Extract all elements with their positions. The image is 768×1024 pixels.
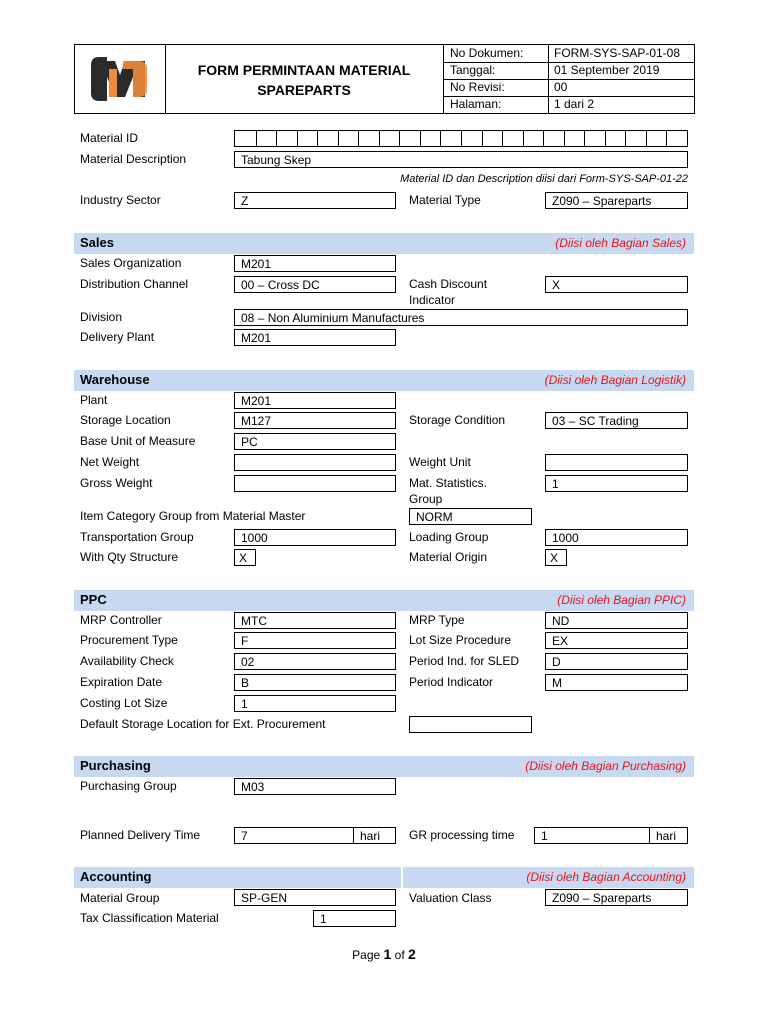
material-id-cell-divider [482, 131, 483, 146]
period-sled-label: Period Ind. for SLED [409, 654, 520, 668]
period-indicator-field[interactable]: M [545, 674, 688, 691]
meta-page-label: Halaman: [450, 97, 502, 111]
industry-sector-field[interactable]: Z [234, 192, 396, 209]
mrp-type-label: MRP Type [409, 613, 465, 627]
delivery-plant-field[interactable]: M201 [234, 329, 396, 346]
item-category-group-label: Item Category Group from Material Master [80, 509, 306, 523]
material-id-cell-divider [564, 131, 565, 146]
planned-delivery-field[interactable]: 7 [234, 827, 354, 844]
material-id-cell-divider [297, 131, 298, 146]
expiration-date-field[interactable]: B [234, 674, 396, 691]
section-accounting [74, 867, 694, 888]
material-id-cell-divider [317, 131, 318, 146]
costing-lot-size-label: Costing Lot Size [80, 696, 168, 710]
period-indicator-label: Period Indicator [409, 675, 494, 689]
footer-of-word: of [394, 948, 405, 962]
sales-org-field[interactable]: M201 [234, 255, 396, 272]
planned-delivery-unit: hari [353, 827, 396, 844]
cash-discount-field[interactable]: X [545, 276, 688, 293]
section-warehouse [74, 370, 694, 391]
material-description-label: Material Description [80, 152, 187, 166]
purchasing-group-field[interactable]: M03 [234, 778, 396, 795]
section-warehouse-note: (Diisi oleh Bagian Logistik) [544, 373, 686, 387]
material-id-cell-divider [358, 131, 359, 146]
net-weight-label: Net Weight [80, 455, 140, 469]
footer-page-word: Page [352, 948, 381, 962]
meta-page-value: 1 dari 2 [554, 97, 595, 111]
material-type-field[interactable]: Z090 – Spareparts [545, 192, 688, 209]
section-purchasing-title: Purchasing [80, 758, 151, 773]
section-warehouse-title: Warehouse [80, 372, 150, 387]
material-id-cell-divider [523, 131, 524, 146]
lot-size-label: Lot Size Procedure [409, 633, 512, 647]
period-sled-field[interactable]: D [545, 653, 688, 670]
material-origin-label: Material Origin [409, 550, 488, 564]
storage-location-label: Storage Location [80, 413, 171, 427]
plant-label: Plant [80, 393, 108, 407]
gross-weight-field[interactable] [234, 475, 396, 492]
section-ppc-note: (Diisi oleh Bagian PPIC) [557, 593, 686, 607]
footer-page-total: 2 [408, 946, 416, 962]
form-title [166, 60, 442, 100]
loading-group-field[interactable]: 1000 [545, 529, 688, 546]
material-group-label: Material Group [80, 891, 160, 905]
storage-condition-field[interactable]: 03 – SC Trading [545, 412, 688, 429]
sales-org-label: Sales Organization [80, 256, 182, 270]
base-uom-field[interactable]: PC [234, 433, 396, 450]
tax-class-field[interactable]: 1 [313, 910, 396, 927]
material-id-cell-divider [666, 131, 667, 146]
transportation-group-label: Transportation Group [80, 530, 194, 544]
company-logo [89, 55, 151, 103]
storage-condition-label: Storage Condition [409, 413, 506, 427]
material-id-cell-divider [399, 131, 400, 146]
weight-unit-field[interactable] [545, 454, 688, 471]
section-sales-note: (Diisi oleh Bagian Sales) [555, 236, 686, 250]
distribution-channel-field[interactable]: 00 – Cross DC [234, 276, 396, 293]
industry-sector-label: Industry Sector [80, 193, 161, 207]
section-accounting-title: Accounting [80, 869, 152, 884]
form-title-line1: FORM PERMINTAAN MATERIAL [197, 62, 411, 78]
material-id-cell-divider [276, 131, 277, 146]
material-id-cell-divider [440, 131, 441, 146]
material-id-cell-divider [420, 131, 421, 146]
meta-date-value: 01 September 2019 [554, 63, 660, 77]
lot-size-field[interactable]: EX [545, 632, 688, 649]
section-purchasing [74, 756, 694, 777]
mrp-controller-field[interactable]: MTC [234, 612, 396, 629]
material-id-cell-divider [543, 131, 544, 146]
mrp-type-field[interactable]: ND [545, 612, 688, 629]
material-id-cell-divider [379, 131, 380, 146]
document-meta-table [444, 45, 694, 113]
form-title-line2: SPAREPARTS [257, 82, 351, 98]
material-id-cell-divider [338, 131, 339, 146]
material-id-cell-divider [256, 131, 257, 146]
section-sales-title: Sales [80, 235, 114, 250]
procurement-type-label: Procurement Type [80, 633, 178, 647]
material-id-note: Material ID dan Description diisi dari Form-SYS-SAP-01-22 [400, 173, 688, 185]
gr-processing-label: GR processing time [409, 828, 515, 842]
storage-location-field[interactable]: M127 [234, 412, 396, 429]
plant-field[interactable]: M201 [234, 392, 396, 409]
cash-discount-label: Cash Discount Indicator [409, 277, 488, 307]
mrp-controller-label: MRP Controller [80, 613, 162, 627]
availability-check-label: Availability Check [80, 654, 174, 668]
footer-page-current: 1 [383, 946, 392, 962]
delivery-plant-label: Delivery Plant [80, 330, 155, 344]
material-id-cell-divider [502, 131, 503, 146]
material-id-cell-divider [461, 131, 462, 146]
default-storage-field[interactable] [409, 716, 532, 733]
costing-lot-size-field[interactable]: 1 [234, 695, 396, 712]
material-description-field[interactable]: Tabung Skep [234, 151, 688, 168]
meta-revision-label: No Revisi: [450, 80, 505, 94]
meta-revision-value: 00 [554, 80, 568, 94]
material-id-field[interactable] [234, 130, 688, 147]
material-id-cell-divider [646, 131, 647, 146]
distribution-channel-label: Distribution Channel [80, 277, 189, 291]
mat-stat-group-field[interactable]: 1 [545, 475, 688, 492]
meta-doc-number-label: No Dokumen: [450, 46, 524, 60]
item-category-group-field[interactable]: NORM [409, 508, 532, 525]
gross-weight-label: Gross Weight [80, 476, 153, 490]
material-id-cell-divider [625, 131, 626, 146]
tax-class-label: Tax Classification Material [80, 911, 219, 925]
valuation-class-field[interactable]: Z090 – Spareparts [545, 889, 688, 906]
valuation-class-label: Valuation Class [409, 891, 492, 905]
section-ppc-title: PPC [80, 592, 107, 607]
expiration-date-label: Expiration Date [80, 675, 163, 689]
meta-date-label: Tanggal: [450, 63, 496, 77]
material-id-cell-divider [584, 131, 585, 146]
document-header [74, 44, 695, 114]
section-accounting-note: (Diisi oleh Bagian Accounting) [526, 870, 686, 884]
weight-unit-label: Weight Unit [409, 455, 471, 469]
base-uom-label: Base Unit of Measure [80, 434, 196, 448]
page-footer [0, 946, 768, 963]
division-field[interactable]: 08 – Non Aluminium Manufactures [234, 309, 688, 326]
planned-delivery-label: Planned Delivery Time [80, 828, 201, 842]
procurement-type-field[interactable]: F [234, 632, 396, 649]
purchasing-group-label: Purchasing Group [80, 779, 177, 793]
qty-structure-label: With Qty Structure [80, 550, 179, 564]
material-group-field[interactable]: SP-GEN [234, 889, 396, 906]
material-origin-checkbox[interactable]: X [545, 549, 567, 566]
gr-processing-field[interactable]: 1 [534, 827, 650, 844]
availability-check-field[interactable]: 02 [234, 653, 396, 670]
qty-structure-checkbox[interactable]: X [234, 549, 256, 566]
material-id-cell-divider [605, 131, 606, 146]
material-id-label: Material ID [80, 131, 139, 145]
meta-doc-number-value: FORM-SYS-SAP-01-08 [554, 46, 681, 60]
default-storage-label: Default Storage Location for Ext. Procurement [80, 717, 326, 731]
material-type-label: Material Type [409, 193, 481, 207]
section-sales [74, 233, 694, 254]
section-ppc [74, 590, 694, 611]
mat-stat-group-label: Mat. Statistics. Group [409, 476, 488, 506]
loading-group-label: Loading Group [409, 530, 489, 544]
gr-processing-unit: hari [649, 827, 688, 844]
net-weight-field[interactable] [234, 454, 396, 471]
division-label: Division [80, 310, 123, 324]
section-purchasing-note: (Diisi oleh Bagian Purchasing) [525, 759, 686, 773]
transportation-group-field[interactable]: 1000 [234, 529, 396, 546]
